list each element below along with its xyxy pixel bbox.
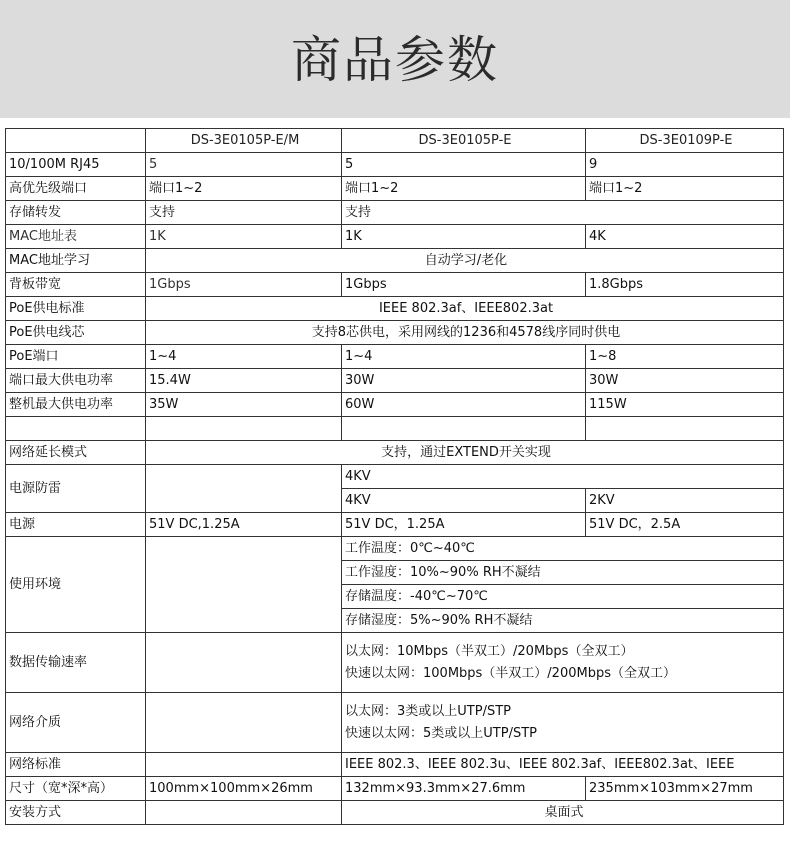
table-row (6, 177, 784, 201)
header-blank (6, 129, 146, 153)
cell-value: 30W (342, 369, 586, 393)
cell-value: 端口1~2 (342, 177, 586, 201)
cell-value: 35W (146, 393, 342, 417)
cell-value: 15.4W (146, 369, 342, 393)
table-row (6, 513, 784, 537)
cell-value: 1~8 (586, 345, 784, 369)
cell-value-multiline (342, 693, 784, 753)
cell-value: 端口1~2 (146, 177, 342, 201)
row-label: 网络标准 (6, 753, 146, 777)
cell-value: 2KV (586, 489, 784, 513)
media-line-1: 以太网：3类或以上UTP/STP (345, 703, 511, 719)
table-row (6, 225, 784, 249)
row-label: 网络延长模式 (6, 441, 146, 465)
empty-cell (146, 801, 342, 825)
empty-cell (342, 417, 586, 441)
empty-cell (146, 465, 342, 513)
cell-value: 1~4 (146, 345, 342, 369)
table-row (6, 441, 784, 465)
empty-cell (146, 417, 342, 441)
rate-line-1: 以太网：10Mbps（半双工）/20Mbps（全双工） (345, 643, 634, 659)
table-row (6, 465, 784, 489)
table-row (6, 297, 784, 321)
cell-value: 1.8Gbps (586, 273, 784, 297)
model-header-1: DS-3E0105P-E/M (146, 129, 342, 153)
cell-value: 端口1~2 (586, 177, 784, 201)
table-row (6, 633, 784, 693)
empty-cell (146, 753, 342, 777)
model-header-3: DS-3E0109P-E (586, 129, 784, 153)
row-label: 数据传输速率 (6, 633, 146, 693)
cell-value: 自动学习/老化 (146, 249, 784, 273)
cell-value: 51V DC，2.5A (586, 513, 784, 537)
media-line-2: 快速以太网：5类或以上UTP/STP (345, 725, 537, 741)
cell-value: 1K (146, 225, 342, 249)
table-row (6, 369, 784, 393)
cell-value: 60W (342, 393, 586, 417)
cell-value: 51V DC,1.25A (146, 513, 342, 537)
cell-value: 1Gbps (146, 273, 342, 297)
cell-value: 桌面式 (342, 801, 784, 825)
cell-value: 存储湿度：5%~90% RH不凝结 (342, 609, 784, 633)
cell-value: 132mm×93.3mm×27.6mm (342, 777, 586, 801)
row-label: 10/100M RJ45 (6, 153, 146, 177)
row-label: 电源 (6, 513, 146, 537)
cell-value: 4KV (342, 465, 784, 489)
rate-line-2: 快速以太网：100Mbps（半双工）/200Mbps（全双工） (345, 665, 676, 681)
row-label: 存储转发 (6, 201, 146, 225)
cell-value: 工作湿度：10%~90% RH不凝结 (342, 561, 784, 585)
cell-value: 工作温度：0℃~40℃ (342, 537, 784, 561)
cell-value: 5 (342, 153, 586, 177)
table-row-empty (6, 417, 784, 441)
row-label: PoE端口 (6, 345, 146, 369)
cell-value: 4K (586, 225, 784, 249)
spec-table (5, 128, 784, 825)
row-label: 尺寸（宽*深*高） (6, 777, 146, 801)
table-row (6, 321, 784, 345)
row-label: MAC地址表 (6, 225, 146, 249)
table-row (6, 345, 784, 369)
empty-cell (146, 633, 342, 693)
row-label: 端口最大供电功率 (6, 369, 146, 393)
cell-value: 9 (586, 153, 784, 177)
cell-value: 235mm×103mm×27mm (586, 777, 784, 801)
row-label: 背板带宽 (6, 273, 146, 297)
table-row (6, 777, 784, 801)
table-header-row (6, 129, 784, 153)
cell-value: 支持 (342, 201, 784, 225)
row-label: 电源防雷 (6, 465, 146, 513)
cell-value: 100mm×100mm×26mm (146, 777, 342, 801)
empty-cell (586, 417, 784, 441)
table-row (6, 693, 784, 753)
cell-value: 51V DC，1.25A (342, 513, 586, 537)
row-label: 高优先级端口 (6, 177, 146, 201)
table-row (6, 201, 784, 225)
empty-cell (6, 417, 146, 441)
row-label: 安装方式 (6, 801, 146, 825)
cell-value: 支持 (146, 201, 342, 225)
cell-value-multiline (342, 633, 784, 693)
empty-cell (146, 693, 342, 753)
cell-value: 1Gbps (342, 273, 586, 297)
cell-value: 支持8芯供电，采用网线的1236和4578线序同时供电 (146, 321, 784, 345)
cell-value: 5 (146, 153, 342, 177)
empty-cell (146, 537, 342, 633)
table-row (6, 153, 784, 177)
cell-value: 4KV (342, 489, 586, 513)
table-row (6, 249, 784, 273)
table-row (6, 273, 784, 297)
cell-value: IEEE 802.3、IEEE 802.3u、IEEE 802.3af、IEEE802.3at、IEEE (342, 753, 784, 777)
cell-value: IEEE 802.3af、IEEE802.3at (146, 297, 784, 321)
cell-value: 1K (342, 225, 586, 249)
row-label: PoE供电标准 (6, 297, 146, 321)
row-label: 网络介质 (6, 693, 146, 753)
row-label: PoE供电线芯 (6, 321, 146, 345)
model-header-2: DS-3E0105P-E (342, 129, 586, 153)
row-label: MAC地址学习 (6, 249, 146, 273)
table-row (6, 753, 784, 777)
cell-value: 支持，通过EXTEND开关实现 (146, 441, 784, 465)
table-row (6, 801, 784, 825)
cell-value: 30W (586, 369, 784, 393)
title-banner (0, 0, 790, 118)
row-label: 使用环境 (6, 537, 146, 633)
row-label: 整机最大供电功率 (6, 393, 146, 417)
cell-value: 1~4 (342, 345, 586, 369)
table-row (6, 537, 784, 561)
page-title: 商品参数 (291, 31, 499, 89)
cell-value: 存储温度：-40℃~70℃ (342, 585, 784, 609)
table-row (6, 393, 784, 417)
cell-value: 115W (586, 393, 784, 417)
